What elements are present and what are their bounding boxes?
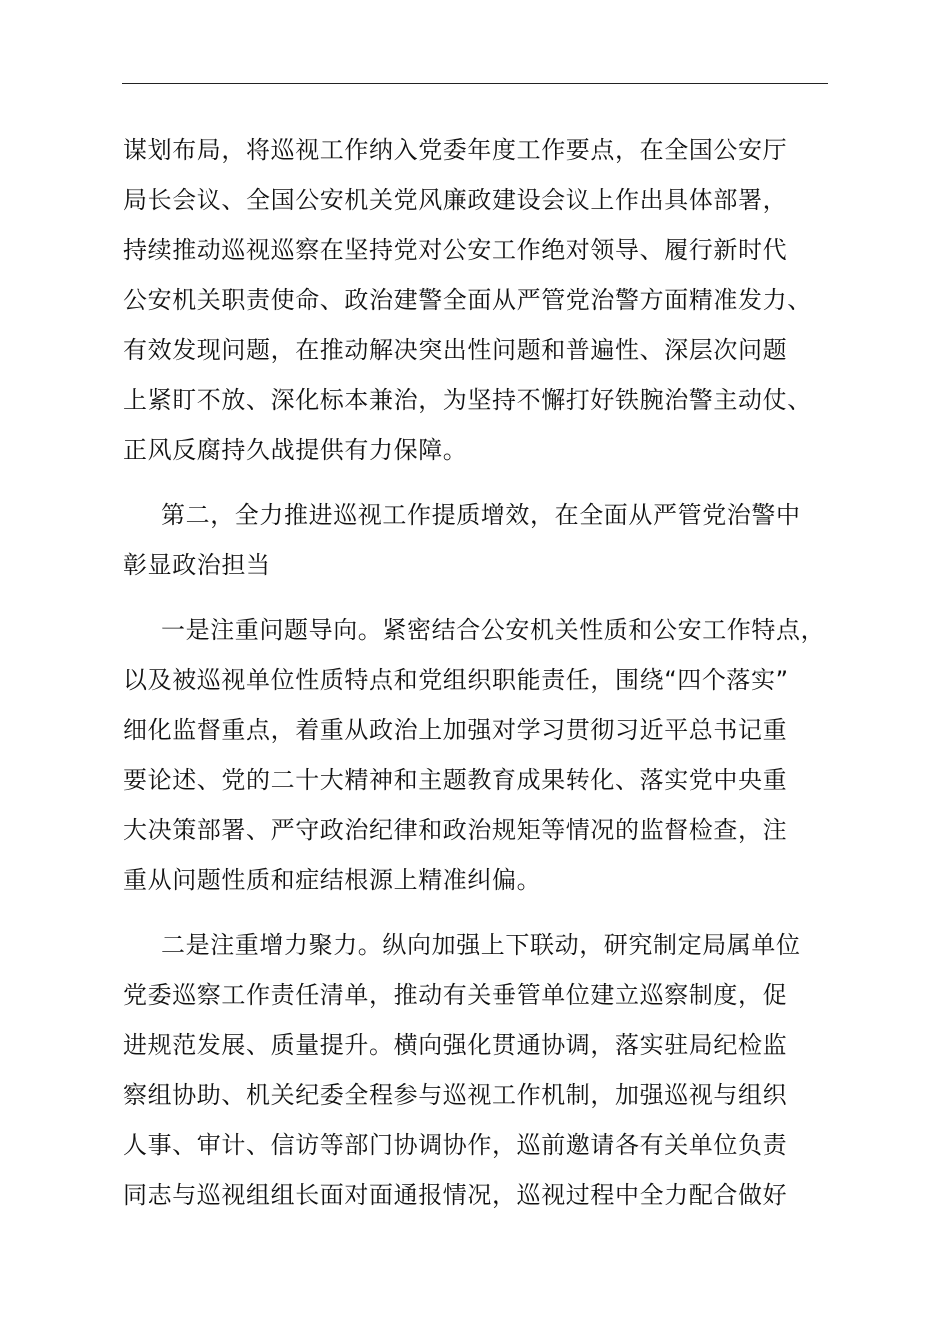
paragraph-line: 一是注重问题导向。紧密结合公安机关性质和公安工作特点，	[161, 616, 826, 644]
paragraph-line: 察组协助、机关纪委全程参与巡视工作机制，加强巡视与组织	[123, 1081, 788, 1109]
paragraph-line: 正风反腐持久战提供有力保障。	[123, 436, 468, 464]
header-rule	[122, 83, 828, 84]
paragraph-line: 人事、审计、信访等部门协调协作，巡前邀请各有关单位负责	[123, 1131, 788, 1159]
paragraph-line: 重从问题性质和症结根源上精准纠偏。	[123, 866, 542, 894]
paragraph-line: 要论述、党的二十大精神和主题教育成果转化、落实党中央重	[123, 766, 788, 794]
paragraph-line: 大决策部署、严守政治纪律和政治规矩等情况的监督检查，注	[123, 816, 788, 844]
paragraph-line: 公安机关职责使命、政治建警全面从严管党治警方面精准发力、	[123, 286, 812, 314]
paragraph-line: 以及被巡视单位性质特点和党组织职能责任，围绕“四个落实”	[123, 666, 789, 694]
paragraph-line: 谋划布局，将巡视工作纳入党委年度工作要点，在全国公安厅	[123, 136, 788, 164]
section-heading-line: 彰显政治担当	[123, 551, 271, 579]
paragraph-line: 持续推动巡视巡察在坚持党对公安工作绝对领导、履行新时代	[123, 236, 788, 264]
paragraph-line: 进规范发展、质量提升。横向强化贯通协调，落实驻局纪检监	[123, 1031, 788, 1059]
paragraph-line: 局长会议、全国公安机关党风廉政建设会议上作出具体部署，	[123, 186, 788, 214]
paragraph-line: 细化监督重点，着重从政治上加强对学习贯彻习近平总书记重	[123, 716, 788, 744]
paragraph-line: 二是注重增力聚力。纵向加强上下联动，研究制定局属单位	[161, 931, 801, 959]
section-heading-line: 第二，全力推进巡视工作提质增效，在全面从严管党治警中	[161, 501, 801, 529]
paragraph-line: 有效发现问题，在推动解决突出性问题和普遍性、深层次问题	[123, 336, 788, 364]
paragraph-line: 上紧盯不放、深化标本兼治，为坚持不懈打好铁腕治警主动仗、	[123, 386, 812, 414]
paragraph-line: 同志与巡视组组长面对面通报情况，巡视过程中全力配合做好	[123, 1181, 788, 1209]
paragraph-line: 党委巡察工作责任清单，推动有关垂管单位建立巡察制度，促	[123, 981, 788, 1009]
